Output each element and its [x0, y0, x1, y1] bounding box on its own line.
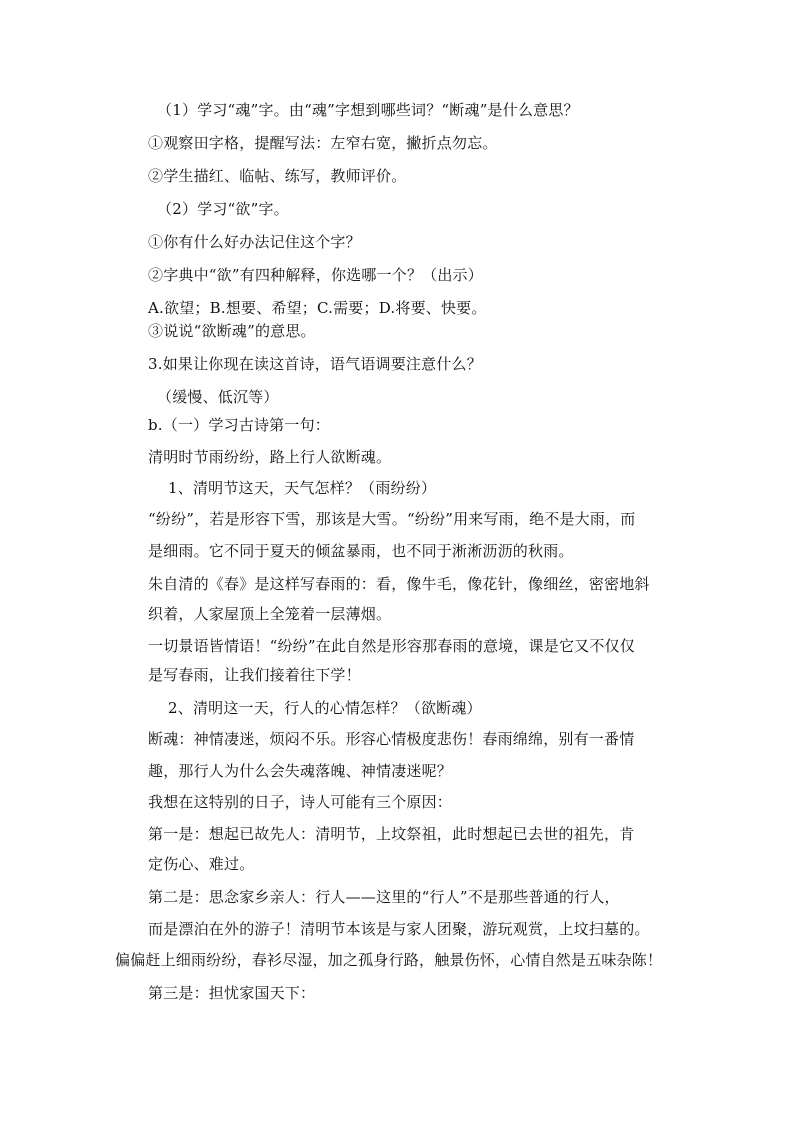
- text-line: 偏偏赶上细雨纷纷，春衫尽湿，加之孤身行路，触景伤怀，心情自然是五味杂陈！: [115, 951, 663, 969]
- text-line: “纷纷”，若是形容下雪，那该是大雪。“纷纷”用来写雨，绝不是大雨，而: [148, 510, 636, 528]
- text-line: ①你有什么好办法记住这个字？: [148, 233, 361, 251]
- text-line: 断魂：神情凄迷，烦闷不乐。形容心情极度悲伤！春雨绵绵，别有一番情: [148, 730, 635, 748]
- text-line: 织着，人家屋顶上全笼着一层薄烟。: [148, 605, 392, 623]
- text-line: 我想在这特别的日子，诗人可能有三个原因：: [148, 793, 453, 811]
- text-line: 第一是：想起已故先人：清明节，上坟祭祖，此时想起已去世的祖先，肯: [148, 825, 635, 843]
- text-line: 第三是：担忧家国天下：: [148, 984, 316, 1002]
- text-line: （1）学习“魂”字。由“魂”字想到哪些词？“断魂”是什么意思？: [157, 101, 579, 119]
- text-line: 清明时节雨纷纷，路上行人欲断魂。: [148, 448, 392, 466]
- text-line: 定伤心、难过。: [148, 855, 255, 873]
- text-line: 是写春雨，让我们接着往下学！: [148, 666, 361, 684]
- text-line: 朱自清的《春》是这样写春雨的：看，像牛毛，像花针，像细丝，密密地斜: [148, 575, 650, 593]
- text-line: 2、清明这一天，行人的心情怎样？（欲断魂）: [168, 699, 482, 717]
- text-line: （2）学习“欲”字。: [157, 200, 289, 218]
- text-line: 是细雨。它不同于夏天的倾盆暴雨，也不同于淅淅沥沥的秋雨。: [148, 542, 574, 560]
- text-line: 1、清明节这天，天气怎样？（雨纷纷）: [168, 479, 437, 497]
- text-line: 一切景语皆情语！“纷纷”在此自然是形容那春雨的意境，课是它又不仅仅: [148, 637, 635, 655]
- text-line: 3.如果让你现在读这首诗，语气语调要注意什么？: [148, 355, 482, 373]
- text-line: A.欲望；B.想要、希望；C.需要；D.将要、快要。: [148, 299, 487, 317]
- text-line: ②字典中“欲”有四种解释，你选哪一个？（出示）: [148, 266, 483, 284]
- text-line: b.（一）学习古诗第一句：: [148, 416, 330, 434]
- text-line: ①观察田字格，提醒写法：左窄右宽，撇折点勿忘。: [148, 134, 498, 152]
- text-line: 第二是：思念家乡亲人：行人——这里的“行人”不是那些普通的行人，: [148, 888, 620, 906]
- text-line: 趣，那行人为什么会失魂落魄、神情凄迷呢？: [148, 762, 453, 780]
- text-line: （缓慢、低沉等）: [157, 388, 279, 406]
- text-line: ③说说“欲断魂”的意思。: [148, 322, 316, 340]
- text-line: ②学生描红、临帖、练写，教师评价。: [148, 167, 407, 185]
- text-line: 而是漂泊在外的游子！清明节本该是与家人团聚，游玩观赏，上坟扫墓的。: [148, 920, 650, 938]
